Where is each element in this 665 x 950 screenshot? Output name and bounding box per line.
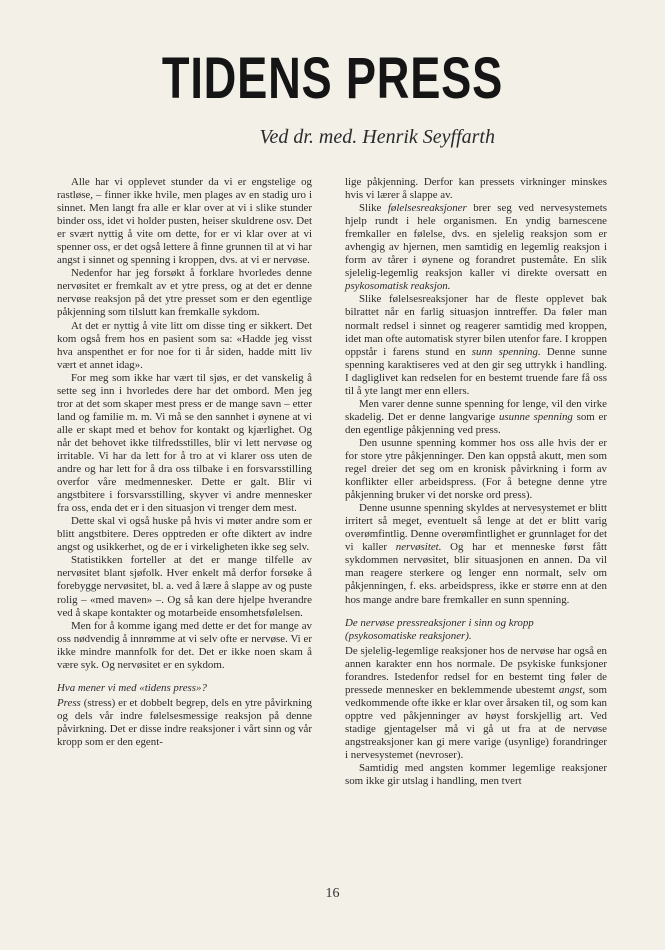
text-run: Denne usunne spenning skyldes at nervesystemet er blitt irritert så meget, eventuelt så lenge at det er blitt varig overømfintlig. Denne overømfintlighet er grunnlaget for det vi kaller xyxy=(345,502,607,554)
text-run: De sjelelig-legemlige reaksjoner hos de nervøse har også en annen karakter enn hos normale. De psykiske funksjoner forandres. Istedenfor redsel for en bestemt ting føler de pressede mennesker en beklemmende ubestemt xyxy=(345,644,607,696)
paragraph xyxy=(57,554,312,619)
text-run: Samtidig med angsten kommer legemlige reaksjoner som ikke gir utslag i handling, men tvert xyxy=(345,762,607,788)
paragraph xyxy=(345,502,607,606)
text-run: Alle har vi opplevet stunder da vi er engstelige og rastløse, – finner ikke hvile, men plages av en stadig uro i sinnet. Men langt fra alle er klar over at vi i slike stunder binder oss, idet vi holder pusten, heiser skuldrene osv. Det er svært nyttig å vite om dette, for er vi klar over at vi spenner oss, er det også lettere å finne grunnen til at vi har angst i sinnet og spenning i kroppen, dvs. at vi er nervøse. xyxy=(57,176,312,267)
text-run: lige påkjenning. Derfor kan pressets virkninger minskes hvis vi lærer å slappe av. xyxy=(345,176,607,202)
paragraph xyxy=(345,202,607,293)
italic-text: følelsesreaksjoner xyxy=(387,202,467,215)
left-column xyxy=(57,176,312,749)
paragraph xyxy=(57,620,312,672)
paragraph xyxy=(57,515,312,554)
text-run: Slike følelsesreaksjoner har de fleste opplevet bak bilrattet når en farlig situasjon inntreffer. Da føler man normalt redsel i sinnet og reagerer samtidig med kroppen, idet man ofte automatisk styrer bilen utenfor fare. I kroppen oppstår i farens stund en xyxy=(345,293,607,358)
text-run: brer seg ved nervesystemets hjelp rundt i hele organismen. En yndig barnescene fremkaller en følelse, dvs. en sjelelig reaksjon som er avhengig av hjernen, men samtidig en legemlig reaksjon i form av tårer i øynene og forandret pustemåte. En slik sjelelig-legemlig reaksjon kaller vi direkte oversatt en xyxy=(345,202,607,280)
text-run: som er den egentlige påkjenning ved press. xyxy=(345,410,607,436)
italic-text: sunn spenning. xyxy=(471,345,541,358)
text-run: som vedkommende ofte ikke er klar over årsaken til, og som kan opptre ved påkjenninger av høyst forskjellig art. Ved stadige gjentagelser må vi gå ut fra at de nervøse angstreaksjoner kan gi mere varige (usynlige) forandringer i nervesystemet (nevroser). xyxy=(345,683,607,762)
text-run: Slike xyxy=(359,202,388,215)
right-column xyxy=(345,176,607,788)
text-run: Denne sunne spenning karaktiseres ved at den gir seg uttrykk i handling. I dagliglivet kan redselen for en bestemt truende fare få oss til å yte langt mer enn ellers. xyxy=(345,345,607,397)
article-author: Ved dr. med. Henrik Seyffarth xyxy=(259,126,495,148)
paragraph xyxy=(57,372,312,516)
paragraph xyxy=(345,293,607,397)
text-run: Dette skal vi også huske på hvis vi møter andre som er blitt angstbitere. Deres opptreden er ofte diktert av indre angst og usikkerhet, og de er i virkeligheten ikke seg selv. xyxy=(57,515,312,554)
italic-text: usunne spenning xyxy=(498,410,573,423)
paragraph xyxy=(345,645,607,762)
article-title: TIDENS PRESS xyxy=(161,46,504,111)
text-run: Men for å komme igang med dette er det for mange av oss nødvendig å innrømme at vi selv ofte er nervøse. Vi er ikke mindre mannfolk for det. Det er ikke noen skam å være syk. Og nervøsitet er en sykdom. xyxy=(57,619,312,671)
text-run: Den usunne spenning kommer hos oss alle hvis der er for store ytre påkjenninger. Den kan oppstå akutt, men som regel dreier det seg om en kronisk påvirkning i form av konflikter eller arbeidspress. (For å betegne denne ytre påkjenning bruker vi det norske ord press). xyxy=(345,436,607,502)
italic-text: Press xyxy=(57,696,81,709)
italic-text: angst, xyxy=(558,683,586,696)
paragraph xyxy=(345,398,607,437)
text-run: (stress) er et dobbelt begrep, dels en ytre påvirkning og dels vår indre følelsesmessige reaksjon på denne påvirkning. Det er disse indre reaksjoner i vårt sinn og vår kropp som er den egent- xyxy=(57,696,312,748)
paragraph xyxy=(345,762,607,788)
section-heading: De nervøse pressreaksjoner i sinn og kropp (psykosomatiske reaksjoner). xyxy=(345,616,534,642)
paragraph xyxy=(57,697,312,749)
paragraph xyxy=(57,176,312,267)
text-run: Men varer denne sunne spenning for lenge, vil den virke skadelig. Det er denne langvarige xyxy=(345,397,607,423)
paragraph xyxy=(57,267,312,319)
italic-text: nervøsitet. xyxy=(395,541,442,554)
paragraph xyxy=(345,176,607,202)
text-run: Statistikken forteller at det er mange tilfelle av nervøsitet blant sjøfolk. Hver enkelt må derfor forsøke å forebygge nervøsitet, bl. a. ved å lære å slappe av og puste rolig – «med maven» –. Og så kan dere hjelpe hverandre ved å skape kontakter og motarbeide ensomhetsfølelsen. xyxy=(57,554,312,619)
text-run: Og har et menneske først fått sykdommen nervøsitet, blir situasjonen en annen. Da vil man reagere sterkere og lenger enn normalt, selv om påkjenningen, f. eks. arbeidspress, ikke er større enn at den hos mange andre bare fremkaller en sunn spenning. xyxy=(345,541,607,606)
page-number: 16 xyxy=(325,886,340,901)
section-heading: Hva mener vi med «tidens press»? xyxy=(57,681,207,694)
paragraph xyxy=(57,320,312,372)
italic-text: psykosomatisk reaksjon. xyxy=(345,280,451,293)
text-run: For meg som ikke har vært til sjøs, er det vanskelig å sette seg inn i hvorledes dere har det ombord. Men jeg tror at det som skaper mest press er de mange savn – etter land og familie m. m. Vi må se den sannhet i øynene at vi alle er skapt med et behov for kontakt og kjærlighet. Og når det behovet ikke tilfredsstilles, blir vi lett nervøse og irritable. Vi har da lett for å tro at vi klarer oss uten de andre og har lett for å dra oss tilbake i en forsvarsstilling overfor våre medmennesker. Dette er galt. Blir vi angstbitere i forsvarsstilling, skyver vi andre mennesker fra oss, enda det er i den situasjon vi trenger dem mest. xyxy=(57,371,312,515)
paragraph xyxy=(345,437,607,502)
text-run: At det er nyttig å vite litt om disse ting er sikkert. Det kom også frem hos en pasient som sa: «Hadde jeg visst hva anspenthet er for noe for ti år siden, hadde mitt liv vært et annet idag». xyxy=(57,319,312,371)
text-run: Nedenfor har jeg forsøkt å forklare hvorledes denne nervøsitet er fremkalt av et ytre press, og at det er denne nervøse reaksjon på det ytre presset som er den egentlige påkjenning som tilslutt kan fremkalle sykdom. xyxy=(57,267,312,319)
